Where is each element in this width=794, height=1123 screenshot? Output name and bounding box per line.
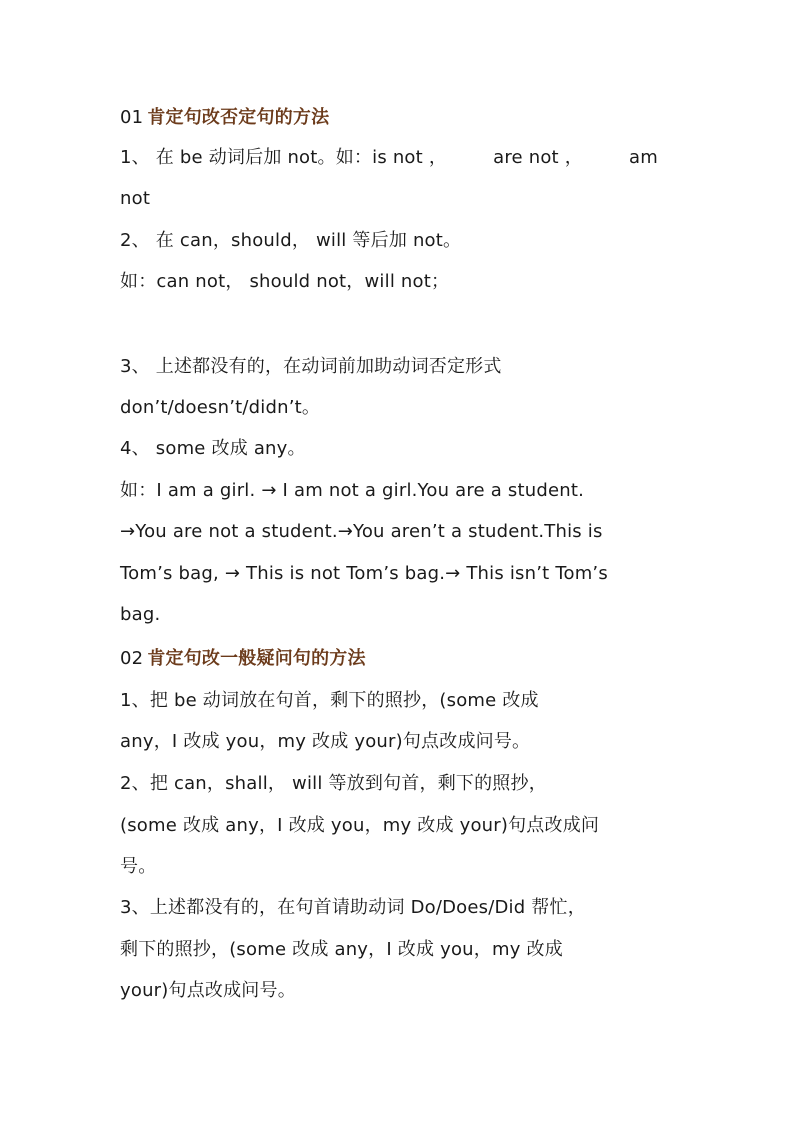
text-segment: 1、 在 be 动词后加 not。如：is not ， xyxy=(120,147,448,168)
paragraph-line: your)句点改成问号。 xyxy=(120,980,296,1001)
paragraph-line: 4、 some 改成 any。 xyxy=(120,438,306,459)
paragraph-line: 1、把 be 动词放在句首，剩下的照抄，(some 改成 xyxy=(120,690,539,711)
section-number: 02 xyxy=(120,648,144,669)
section-heading-01 xyxy=(120,105,680,131)
section-title: 肯定句改一般疑问句的方法 xyxy=(147,648,366,669)
paragraph-line: 剩下的照抄，(some 改成 any，I 改成 you，my 改成 xyxy=(120,939,563,960)
paragraph-line: not xyxy=(120,188,151,209)
paragraph-line: 如：can not， should not，will not； xyxy=(120,271,450,292)
paragraph-line: 2、把 can，shall， will 等放到句首，剩下的照抄， xyxy=(120,773,547,794)
paragraph-line: don’t/doesn’t/didn’t。 xyxy=(120,397,321,418)
paragraph-line: any，I 改成 you，my 改成 your)句点改成问号。 xyxy=(120,731,531,752)
paragraph-line: 3、上述都没有的，在句首请助动词 Do/Does/Did 帮忙， xyxy=(120,897,586,918)
paragraph-line: →You are not a student.→You aren’t a student.This is xyxy=(120,521,603,542)
text-segment: are not ， xyxy=(493,147,583,168)
paragraph-line: 2、 在 can，should， will 等后加 not。 xyxy=(120,230,462,251)
section-number: 01 xyxy=(120,107,144,128)
paragraph-line: 3、 上述都没有的，在动词前加助动词否定形式 xyxy=(120,356,502,377)
paragraph-line: 号。 xyxy=(120,856,157,877)
section-heading-02 xyxy=(120,646,680,672)
paragraph-line: Tom’s bag, → This is not Tom’s bag.→ This isn’t Tom’s xyxy=(120,563,608,584)
paragraph-line xyxy=(120,145,658,171)
paragraph-line: 如：I am a girl. → I am not a girl.You are a student. xyxy=(120,480,585,501)
section-title: 肯定句改否定句的方法 xyxy=(147,107,330,128)
paragraph-line: bag. xyxy=(120,604,161,625)
paragraph-line: (some 改成 any，I 改成 you，my 改成 your)句点改成问 xyxy=(120,815,600,836)
text-segment: am xyxy=(629,147,658,168)
